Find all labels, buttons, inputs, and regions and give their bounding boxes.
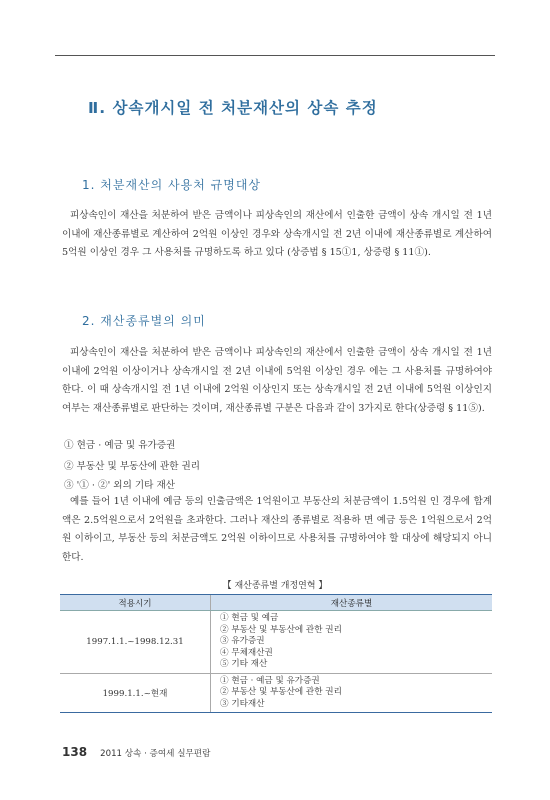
para-line: 에는 그 사용처를 규명하여야 한다. 이 때 상속개시일 전 1년 이내에 2억원 이상인지	[62, 365, 493, 396]
list-item: ① 현금 · 예금 및 유가증권	[64, 440, 176, 451]
para-line: 개시일 전 1년 이내에 2억원 이상이거나 상속개시일 전 2년 이내에 5억원 이상인 경우	[62, 347, 492, 377]
list-item: ③ '① · ②' 외의 기타 재산	[64, 480, 176, 491]
kind-item: ② 부동산 및 부동산에 관한 권리	[220, 624, 342, 635]
para-line: 면 예금 등은 1억원으로서 2억원 이하이고, 부동산 등의 처분금액도 2억원 이하이므로	[62, 514, 492, 545]
section1-paragraph	[62, 207, 492, 263]
table-row	[60, 673, 492, 713]
kind-item: ① 현금 및 예금	[220, 613, 279, 623]
section-heading-1: 1. 처분재산의 사용처 규명대상	[82, 178, 261, 192]
revision-table	[60, 594, 492, 713]
para-line: 피상속인이 재산을 처분하여 받은 금액이나 피상속인의 재산에서 인출한 금액이 상속	[70, 347, 429, 358]
chapter-title: Ⅱ. 상속개시일 전 처분재산의 상속 추정	[88, 99, 378, 117]
period-cell: 1999.1.1.~현재	[60, 673, 211, 713]
period-cell: 1997.1.1.~1998.12.31	[60, 611, 211, 674]
footer-title: 2011 상속 · 증여세 실무편람	[100, 749, 211, 759]
kind-item: ③ 기타재산	[220, 698, 265, 709]
column-header: 재산종류별	[211, 595, 493, 611]
para-line: (상증법 § 15①1, 상증령 § 11①).	[287, 247, 431, 259]
table-header-row	[60, 595, 492, 611]
para-line: 개시일 전 1년 이내에 재산종류별로 계산하여 2억원 이상인 경우와 상속개시일 전 2년	[62, 210, 492, 240]
kinds-cell	[211, 673, 493, 713]
list-item: ② 부동산 및 부동산에 관한 권리	[64, 461, 201, 472]
page-number: 138	[62, 745, 88, 759]
section2-paragraph	[62, 344, 492, 418]
page-footer	[62, 741, 210, 760]
column-header: 적용시기	[60, 595, 211, 611]
kind-item: ③ 유가증권	[220, 636, 265, 646]
kinds-cell	[211, 611, 493, 674]
para-line: 예를 들어 1년 이내에 예금 등의 인출금액은 1억원이고 부동산의 처분금액이 1.5억원	[70, 496, 427, 507]
kind-item: ⑤ 기타 재산	[220, 659, 268, 669]
table-caption: 【 재산종류별 개정연혁 】	[222, 581, 328, 591]
table-row	[60, 611, 492, 674]
para-line: 이내에 재산종류별로 계산하여 5억원 이상인 경우 그 사용처를 규명하도록 하고 있다	[62, 228, 492, 259]
top-rule	[55, 55, 495, 56]
example-paragraph	[62, 493, 492, 567]
para-line: 사용처를 규명하여야 할 대상에 해당되지 아니한다.	[62, 533, 492, 563]
para-line: 피상속인이 재산을 처분하여 받은 금액이나 피상속인의 재산에서 인출한 금액이 상속	[70, 210, 429, 221]
kind-item: ① 현금 · 예금 및 유가증권	[220, 675, 320, 686]
section-heading-2: 2. 재산종류별의 의미	[82, 314, 206, 328]
para-line: 인 경우에 합계액은 2.5억원으로서 2억원을 초과한다. 그러나 재산의 종류별로 적용하	[62, 496, 492, 526]
kind-item: ② 부동산 및 부동산에 관한 권리	[220, 687, 342, 697]
para-line: 재산종류별 구분은 다음과 같이 3가지로 한다(상증령 § 11⑤).	[225, 402, 485, 414]
kind-item: ④ 무체재산권	[220, 647, 273, 658]
para-line: 또는 상속개시일 전 2년 이내에 5억원 이상인지 여부는 재산종류별로 판단하는 것이며,	[62, 384, 492, 414]
